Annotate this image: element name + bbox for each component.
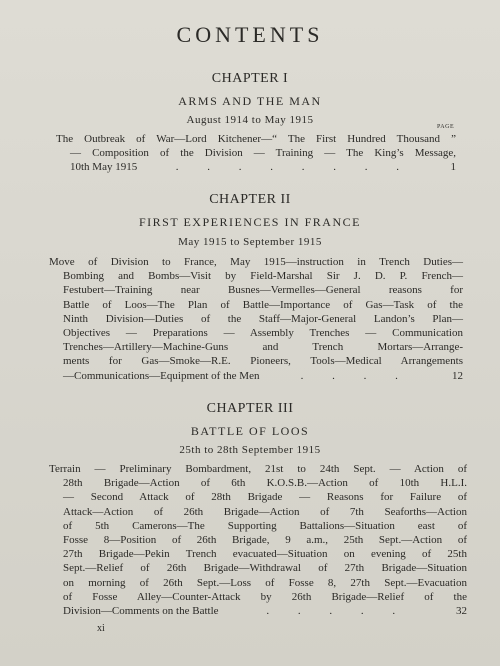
entry-line: Division—Comments on the Battle — [63, 605, 219, 618]
entry-line: Bombing and Bombs—Visit by Field-Marshal Sir J. D. P. French— — [63, 270, 463, 283]
page-title: CONTENTS — [176, 22, 324, 47]
page-number: 12 — [452, 369, 463, 382]
entry-line: ments for Gas—Smoke—R.E. Pioneers, Tools—Medical Arrangements — [63, 355, 463, 368]
page-number: 1 — [450, 161, 456, 174]
entry-line: 27th Brigade—Pekin Trench evacuated—Situation on evening of 25th — [63, 548, 467, 561]
entry-line: The Outbreak of War—Lord Kitchener—“ The First Hundred Thousand ” — [56, 133, 456, 145]
entry-line: Objectives — Preparations — Assembly Trenches — Communication — [63, 327, 463, 340]
entry-line: of 5th Camerons—The Supporting Battalions—Situation east of — [63, 519, 467, 532]
chapter-2-subtitle: FIRST EXPERIENCES IN FRANCE — [139, 215, 361, 229]
entry-line: — Second Attack of 28th Brigade — Reasons for Failure of — [63, 491, 467, 504]
entry-line: — Composition of the Division — Training — The King’s Message, — [70, 147, 456, 160]
entry-line: Festubert—Training near Busnes—Vermelles—General reasons for — [63, 284, 463, 297]
entry-line: Attack—Action of 26th Brigade—Action of 7th Seaforths—Action — [63, 505, 467, 518]
chapter-1-entry — [56, 132, 456, 175]
entry-line: 28th Brigade—Action of 6th K.O.S.B.—Action of 10th H.L.I. — [63, 477, 467, 490]
entry-line: Ninth Division—Duties of the Staff—Major-General Landon’s Plan— — [63, 312, 463, 325]
chapter-1-dates: August 1914 to May 1915 — [186, 114, 314, 126]
chapter-2-dates: May 1915 to September 1915 — [178, 236, 322, 248]
entry-line: Sept.—Relief of 26th Brigade—Withdrawal of 27th Brigade—Situation — [63, 562, 467, 575]
chapter-3-dates: 25th to 28th September 1915 — [179, 444, 321, 456]
leader-dots: . . . . . — [266, 605, 409, 618]
page-number: 32 — [456, 605, 467, 618]
entry-line: Fosse 8—Position of 26th Brigade, 9 a.m., 25th Sept.—Action of — [63, 534, 467, 547]
chapter-3-subtitle: BATTLE OF LOOS — [190, 424, 310, 438]
entry-line: on morning of 26th Sept.—Loss of Fosse 8, 27th Sept.—Evacuation — [63, 576, 467, 589]
entry-line: Battle of Loos—The Plan of Battle—Importance of Gas—Task of the — [63, 298, 463, 311]
leader-dots: . . . . — [300, 369, 411, 382]
entry-line: —Communications—Equipment of the Men — [63, 369, 260, 382]
entry-line: 10th May 1915 — [70, 161, 138, 174]
entry-last-line — [49, 369, 463, 383]
chapter-2-entry — [49, 255, 463, 383]
chapter-1-heading: CHAPTER I — [211, 71, 289, 86]
chapter-1-subtitle: ARMS AND THE MAN — [178, 94, 322, 108]
entry-last-line — [56, 160, 456, 174]
page-column-label: PAGE — [437, 124, 455, 130]
entry-line: of Fosse Alley—Counter-Attack by 26th Brigade—Relief of the — [63, 590, 467, 603]
chapter-2-heading: CHAPTER II — [209, 192, 291, 207]
leader-dots: . . . . . . . . — [175, 161, 412, 174]
entry-line: Move of Division to France, May 1915—instruction in Trench Duties— — [49, 256, 463, 268]
entry-last-line — [49, 604, 467, 618]
entry-line: Trenches—Artillery—Machine-Guns and Trench Mortars—Arrange- — [63, 341, 463, 354]
chapter-3-heading: CHAPTER III — [206, 401, 294, 416]
folio-page-number: xi — [97, 623, 105, 634]
entry-line: Terrain — Preliminary Bombardment, 21st to 24th Sept. — Action of — [49, 463, 467, 475]
chapter-3-entry — [49, 462, 467, 618]
